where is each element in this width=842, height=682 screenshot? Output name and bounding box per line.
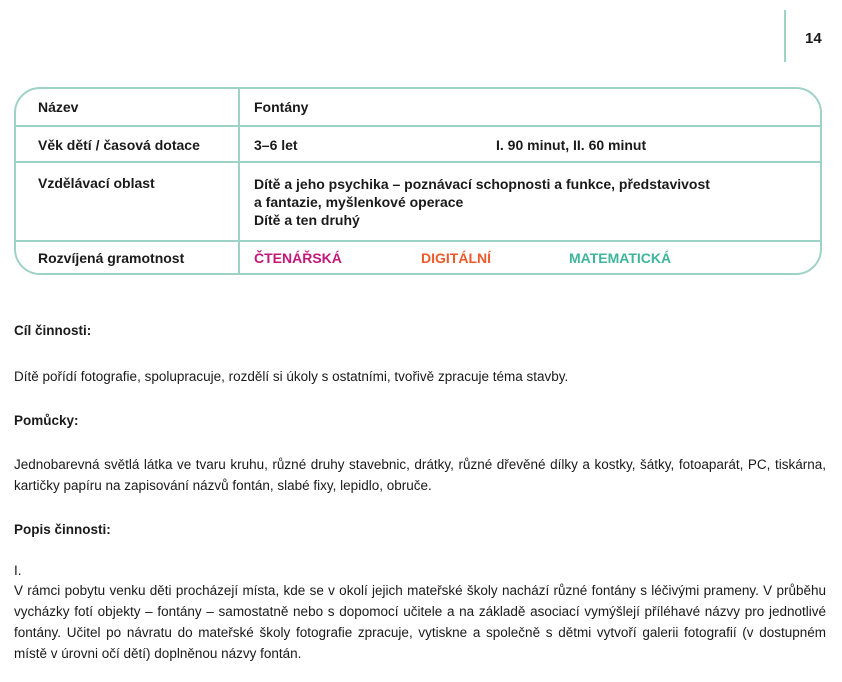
tools-heading: Pomůcky: bbox=[14, 413, 79, 428]
table-row-area bbox=[16, 163, 820, 242]
literacy-digital: DIGITÁLNÍ bbox=[421, 250, 491, 266]
column-divider bbox=[238, 89, 240, 125]
area-line: Dítě a jeho psychika – poznávací schopnosti a funkce, představivost bbox=[254, 176, 710, 192]
row-value-time: I. 90 minut, II. 60 minut bbox=[496, 137, 647, 153]
area-line: a fantazie, myšlenkové operace bbox=[254, 194, 464, 210]
description-text: V rámci pobytu venku děti procházejí místa, kde se v okolí jejich mateřské školy nachází různé fontány s léčivými prameny. V průběhu vycházky fotí objekty – fontány – samostatně nebo s dopomocí učitele a na základě asociací vymýšlejí příléhavé názvy pro jednotlivé fontány. Učitel po návratu do mateřské školy fotografie zpracuje, vytiskne a společně s dětmi vytvoří galerii fotografií (v dostupném místě v úrovni očí dětí) doplněnou názvy fontán. bbox=[14, 583, 826, 661]
description-heading: Popis činnosti: bbox=[14, 522, 111, 537]
literacy-math: MATEMATICKÁ bbox=[569, 250, 672, 266]
info-table bbox=[14, 87, 822, 275]
column-divider bbox=[238, 163, 240, 240]
goal-heading: Cíl činnosti: bbox=[14, 323, 92, 338]
row-value-age: 3–6 let bbox=[254, 137, 298, 153]
row-value-area bbox=[254, 175, 804, 229]
goal-text: Dítě pořídí fotografie, spolupracuje, rozdělí si úkoly s ostatními, tvořivě zpracuje téma stavby. bbox=[14, 369, 569, 384]
description-part-number: I. bbox=[14, 563, 22, 578]
page-header-rule bbox=[784, 10, 786, 62]
area-line: Dítě a ten druhý bbox=[254, 212, 360, 228]
column-divider bbox=[238, 242, 240, 275]
row-label-name: Název bbox=[38, 99, 79, 115]
row-label-area: Vzdělávací oblast bbox=[38, 175, 155, 191]
tools-text: Jednobarevná světlá látka ve tvaru kruhu, různé druhy stavebnic, drátky, různé dřevěné dílky a kostky, šátky, fotoaparát, PC, tiskárna, kartičky papíru na zapisování názvů fontán, slabé fixy, lepidlo, obruče. bbox=[14, 457, 826, 493]
table-row-age bbox=[16, 127, 820, 163]
table-row-name bbox=[16, 89, 820, 127]
page-number: 14 bbox=[805, 30, 822, 47]
row-label-age: Věk dětí / časová dotace bbox=[38, 137, 200, 153]
table-row-literacy bbox=[16, 242, 820, 275]
row-label-literacy: Rozvíjená gramotnost bbox=[38, 250, 185, 266]
column-divider bbox=[238, 127, 240, 161]
row-value-name: Fontány bbox=[254, 99, 309, 115]
literacy-reading: ČTENÁŘSKÁ bbox=[254, 250, 342, 266]
